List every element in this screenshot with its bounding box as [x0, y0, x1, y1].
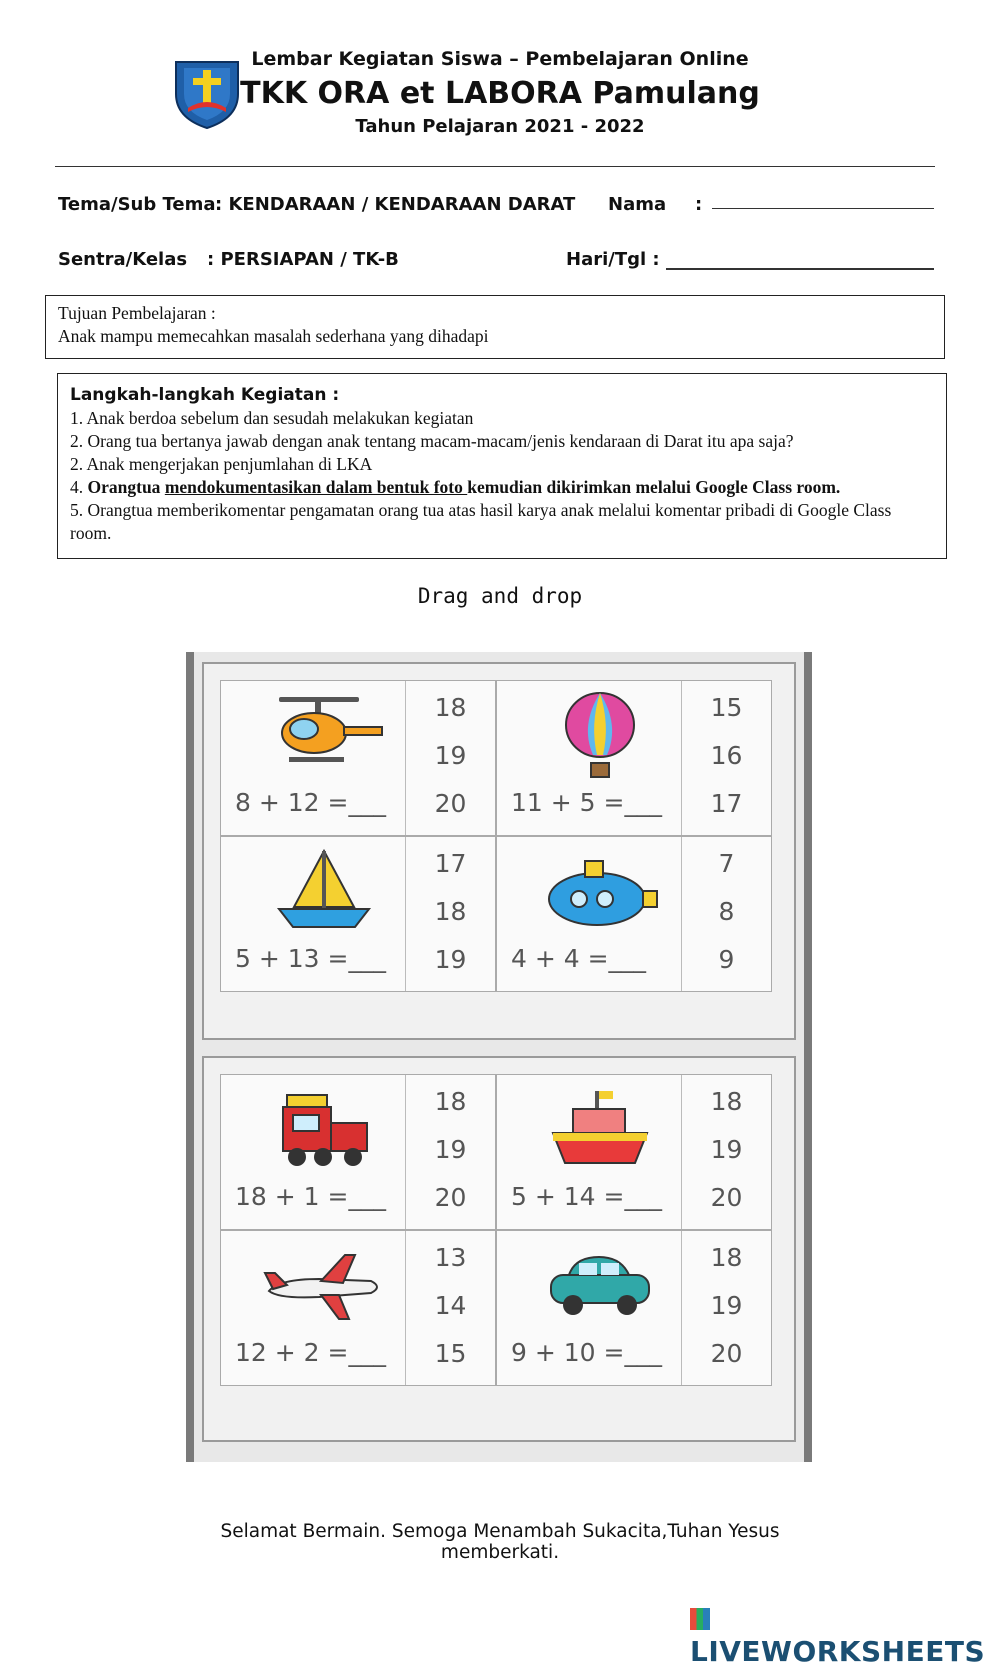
problem-cell-car: [496, 1230, 772, 1386]
langkah-title: Langkah-langkah Kegiatan :: [70, 385, 340, 405]
equation-text: 5 + 14 =___: [511, 1182, 662, 1211]
answer-option[interactable]: 20: [434, 789, 467, 818]
answer-option[interactable]: 19: [434, 741, 467, 770]
answer-options: [681, 681, 771, 835]
answer-option[interactable]: 7: [718, 849, 735, 878]
submarine-icon: [535, 847, 665, 937]
nama-colon: :: [695, 194, 703, 215]
answer-option[interactable]: 18: [710, 1087, 743, 1116]
answer-option[interactable]: 19: [434, 945, 467, 974]
answer-option[interactable]: 19: [710, 1291, 743, 1320]
school-name: TKK ORA et LABORA Pamulang: [240, 76, 760, 111]
answer-options: [405, 1231, 495, 1385]
answer-option[interactable]: 19: [434, 1135, 467, 1164]
nama-label: Nama: [608, 194, 667, 215]
sentra-label: Sentra/Kelas: [58, 249, 188, 270]
langkah-item-5: 5. Orangtua memberikomentar pengamatan orang tua atas hasil karya anak melalui komentar pribadi di Google Class room.: [70, 500, 892, 543]
answer-options: [681, 837, 771, 991]
header-divider: [55, 166, 935, 167]
worksheet-image: [186, 652, 812, 1462]
answer-option[interactable]: 15: [710, 693, 743, 722]
helicopter-icon: [259, 691, 389, 781]
langkah-box: [57, 373, 947, 559]
problem-cell-airplane: [220, 1230, 496, 1386]
langkah-item-4: [70, 476, 934, 499]
answer-option[interactable]: 18: [434, 897, 467, 926]
answer-option[interactable]: 19: [710, 1135, 743, 1164]
airplane-icon: [259, 1241, 389, 1331]
answer-option[interactable]: 18: [710, 1243, 743, 1272]
equation-text: 8 + 12 =___: [235, 788, 386, 817]
sentra-value: : PERSIAPAN / TK-B: [207, 249, 399, 270]
hari-input-line[interactable]: [666, 268, 934, 270]
header-subtitle: Lembar Kegiatan Siswa – Pembelajaran Online: [251, 48, 749, 70]
equation-text: 5 + 13 =___: [235, 944, 386, 973]
answer-option[interactable]: 18: [434, 1087, 467, 1116]
answer-option[interactable]: 17: [434, 849, 467, 878]
equation-text: 4 + 4 =___: [511, 944, 647, 973]
answer-option[interactable]: 13: [434, 1243, 467, 1272]
equation-text: 12 + 2 =___: [235, 1338, 386, 1367]
answer-option[interactable]: 17: [710, 789, 743, 818]
problem-cell-train: [220, 1074, 496, 1230]
instruction-text: Drag and drop: [417, 584, 583, 608]
worksheet-panel-top: [202, 662, 796, 1040]
problem-cell-ship: [496, 1074, 772, 1230]
answer-option[interactable]: 9: [718, 945, 735, 974]
langkah-item-4-num: 4.: [70, 477, 88, 497]
answer-options: [405, 1075, 495, 1229]
langkah-item-3: 2. Anak mengerjakan penjumlahan di LKA: [70, 454, 373, 474]
tujuan-text: Anak mampu memecahkan masalah sederhana yang dihadapi: [58, 326, 489, 346]
sailboat-icon: [259, 847, 389, 937]
answer-option[interactable]: 20: [710, 1183, 743, 1212]
worksheet-panel-bottom: [202, 1056, 796, 1442]
hari-label: Hari/Tgl :: [566, 249, 660, 270]
answer-options: [405, 681, 495, 835]
hot-air-balloon-icon: [535, 691, 665, 781]
tema-value: : KENDARAAN / KENDARAAN DARAT: [215, 194, 576, 215]
footer-message: Selamat Bermain. Semoga Menambah Sukacita,Tuhan Yesus memberkati.: [220, 1521, 780, 1563]
brand-text: LIVEWORKSHEETS: [690, 1635, 986, 1668]
problem-cell-sailboat: [220, 836, 496, 992]
answer-option[interactable]: 16: [710, 741, 743, 770]
answer-option[interactable]: 20: [710, 1339, 743, 1368]
nama-input-line[interactable]: [712, 208, 934, 209]
langkah-item-1: 1. Anak berdoa sebelum dan sesudah melakukan kegiatan: [70, 408, 474, 428]
tema-label: Tema/Sub Tema: [58, 194, 216, 215]
langkah-item-4-c: kemudian dikirimkan melalui Google Class room.: [467, 477, 841, 497]
train-icon: [259, 1085, 389, 1175]
langkah-item-4-b: mendokumentasikan dalam bentuk foto: [164, 477, 468, 497]
problem-cell-submarine: [496, 836, 772, 992]
equation-text: 9 + 10 =___: [511, 1338, 662, 1367]
langkah-item-2: 2. Orang tua bertanya jawab dengan anak tentang macam-macam/jenis kendaraan di Darat itu apa saja?: [70, 431, 794, 451]
ship-icon: [535, 1085, 665, 1175]
problem-cell-balloon: [496, 680, 772, 836]
answer-option[interactable]: 8: [718, 897, 735, 926]
answer-options: [681, 1231, 771, 1385]
school-year: Tahun Pelajaran 2021 - 2022: [355, 116, 645, 137]
answer-options: [405, 837, 495, 991]
liveworksheets-icon: [690, 1608, 710, 1630]
problem-cell-helicopter: [220, 680, 496, 836]
tujuan-title: Tujuan Pembelajaran :: [58, 303, 216, 323]
answer-options: [681, 1075, 771, 1229]
equation-text: 18 + 1 =___: [235, 1182, 386, 1211]
answer-option[interactable]: 18: [434, 693, 467, 722]
answer-option[interactable]: 20: [434, 1183, 467, 1212]
answer-option[interactable]: 15: [434, 1339, 467, 1368]
car-icon: [535, 1241, 665, 1331]
liveworksheets-brand[interactable]: [690, 1602, 990, 1668]
langkah-item-4-a: Orangtua: [87, 477, 165, 497]
tujuan-box: [45, 295, 945, 359]
answer-option[interactable]: 14: [434, 1291, 467, 1320]
equation-text: 11 + 5 =___: [511, 788, 662, 817]
